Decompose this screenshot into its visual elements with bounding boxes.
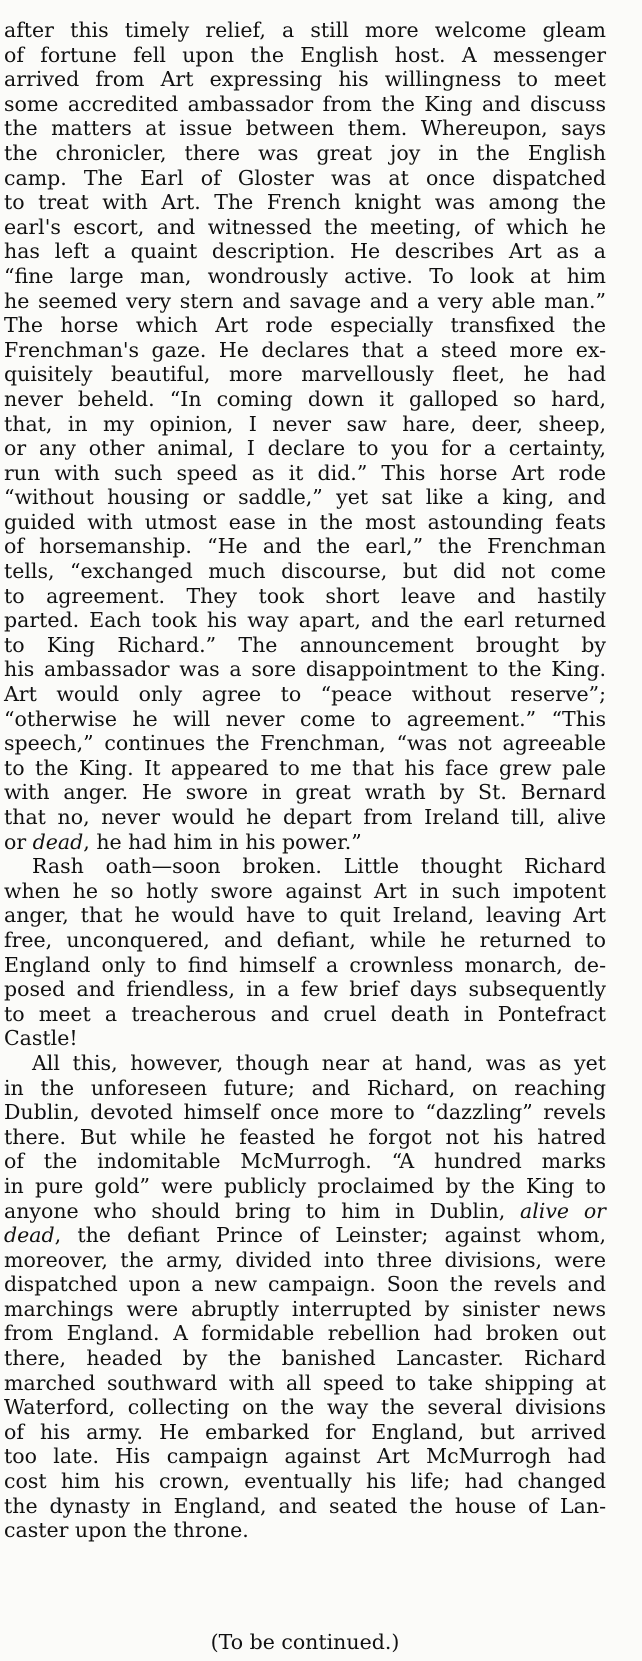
text-line: of horsemanship. “He and the earl,” the Frenchman (4, 534, 606, 559)
text-line: speech,” continues the Frenchman, “was not agreeable (4, 731, 606, 756)
text-line: parted. Each took his way apart, and the earl returned (4, 608, 606, 633)
text-line: dispatched upon a new campaign. Soon the revels and (4, 1272, 606, 1297)
text-line: anyone who should bring to him in Dublin, alive or (4, 1198, 606, 1223)
paragraph (4, 18, 606, 854)
text-line: Frenchman's gaze. He declares that a steed more ex- (4, 337, 606, 362)
text-line: with anger. He swore in great wrath by St. Bernard (4, 780, 606, 805)
text-line: arrived from Art expressing his willingness to meet (4, 67, 606, 92)
text-line: there, headed by the banished Lancaster. Richard (4, 1346, 606, 1371)
text-line: camp. The Earl of Gloster was at once dispatched (4, 165, 606, 190)
text-line: run with such speed as it did.” This horse Art rode (4, 460, 606, 485)
text-line: England only to find himself a crownless monarch, de- (4, 952, 606, 977)
text-line: Castle! (4, 1026, 78, 1051)
text-line: anger, that he would have to quit Ireland, leaving Art (4, 903, 606, 928)
text-line: that, in my opinion, I never saw hare, deer, sheep, (4, 411, 606, 436)
text-line: earl's escort, and witnessed the meeting, of which he (4, 214, 606, 239)
text-line: of his army. He embarked for England, but arrived (4, 1419, 606, 1444)
text-line: moreover, the army, divided into three divisions, were (4, 1247, 606, 1272)
text-line: Waterford, collecting on the way the several divisions (4, 1395, 606, 1420)
paragraph (4, 1051, 606, 1543)
text-line: marchings were abruptly interrupted by sinister news (4, 1296, 606, 1321)
text-line: after this timely relief, a still more welcome gleam (4, 18, 606, 42)
text-line: in the unforeseen future; and Richard, on reaching (4, 1075, 606, 1100)
text-line: to agreement. They took short leave and hastily (4, 583, 606, 608)
text-line: tells, “exchanged much discourse, but did not come (4, 559, 606, 584)
to-be-continued-note: (To be continued.) (210, 1630, 400, 1654)
text-line: Dublin, devoted himself once more to “dazzling” revels (4, 1100, 606, 1125)
text-line: marched southward with all speed to take shipping at (4, 1370, 606, 1395)
italic-phrase: dead (32, 829, 84, 854)
text-line: caster upon the throne. (4, 1518, 249, 1543)
text-line: cost him his crown, eventually his life; had changed (4, 1469, 606, 1494)
text-line: never beheld. “In coming down it galloped so hard, (4, 386, 606, 411)
text-line: to treat with Art. The French knight was among the (4, 190, 606, 215)
text-line: or dead, he had him in his power.” (4, 829, 362, 854)
text-line: posed and friendless, in a few brief days subsequently (4, 977, 606, 1002)
italic-phrase: alive or (520, 1198, 606, 1223)
italic-phrase: dead (4, 1223, 55, 1248)
article-body (4, 18, 606, 1543)
text-line: “without housing or saddle,” yet sat like a king, and (4, 485, 606, 510)
text-line: from England. A formidable rebellion had broken out (4, 1321, 606, 1346)
text-line: “otherwise he will never come to agreement.” “This (4, 706, 606, 731)
text-line: some accredited ambassador from the King and discuss (4, 91, 606, 116)
text-line: too late. His campaign against Art McMurrogh had (4, 1444, 606, 1469)
text-line: the chronicler, there was great joy in the English (4, 140, 606, 165)
text-line: Art would only agree to “peace without reserve”; (4, 682, 606, 707)
text-line: guided with utmost ease in the most astounding feats (4, 509, 606, 534)
text-line: that no, never would he depart from Ireland till, alive (4, 805, 606, 829)
text-line: the matters at issue between them. Whereupon, says (4, 116, 606, 141)
text-line: to meet a treacherous and cruel death in Pontefract (4, 1001, 606, 1026)
text-line: The horse which Art rode especially transfixed the (4, 313, 606, 338)
text-line: free, unconquered, and defiant, while he returned to (4, 927, 606, 952)
text-line: to the King. It appeared to me that his face grew pale (4, 755, 606, 780)
text-line: dead, the defiant Prince of Leinster; against whom, (4, 1223, 606, 1248)
text-line: has left a quaint description. He describes Art as a (4, 239, 606, 264)
text-line: “fine large man, wondrously active. To look at him (4, 263, 606, 288)
text-line: of fortune fell upon the English host. A messenger (4, 42, 606, 67)
text-line: to King Richard.” The announcement brought by (4, 632, 606, 657)
text-line: when he so hotly swore against Art in such impotent (4, 878, 606, 903)
text-line: in pure gold” were publicly proclaimed by the King to (4, 1173, 606, 1198)
text-line: quisitely beautiful, more marvellously fleet, he had (4, 362, 606, 387)
text-line: Rash oath—soon broken. Little thought Richard (32, 854, 606, 879)
text-line: All this, however, though near at hand, was as yet (32, 1050, 606, 1075)
text-line: the dynasty in England, and seated the house of Lan- (4, 1493, 606, 1518)
text-line: of the indomitable McMurrogh. “A hundred marks (4, 1149, 606, 1174)
text-line: he seemed very stern and savage and a very able man.” (4, 288, 606, 313)
text-line: there. But while he feasted he forgot not his hatred (4, 1124, 606, 1149)
text-line: or any other animal, I declare to you for a certainty, (4, 436, 606, 461)
text-line: his ambassador was a sore disappointment to the King. (4, 657, 606, 682)
paragraph (4, 854, 606, 1051)
